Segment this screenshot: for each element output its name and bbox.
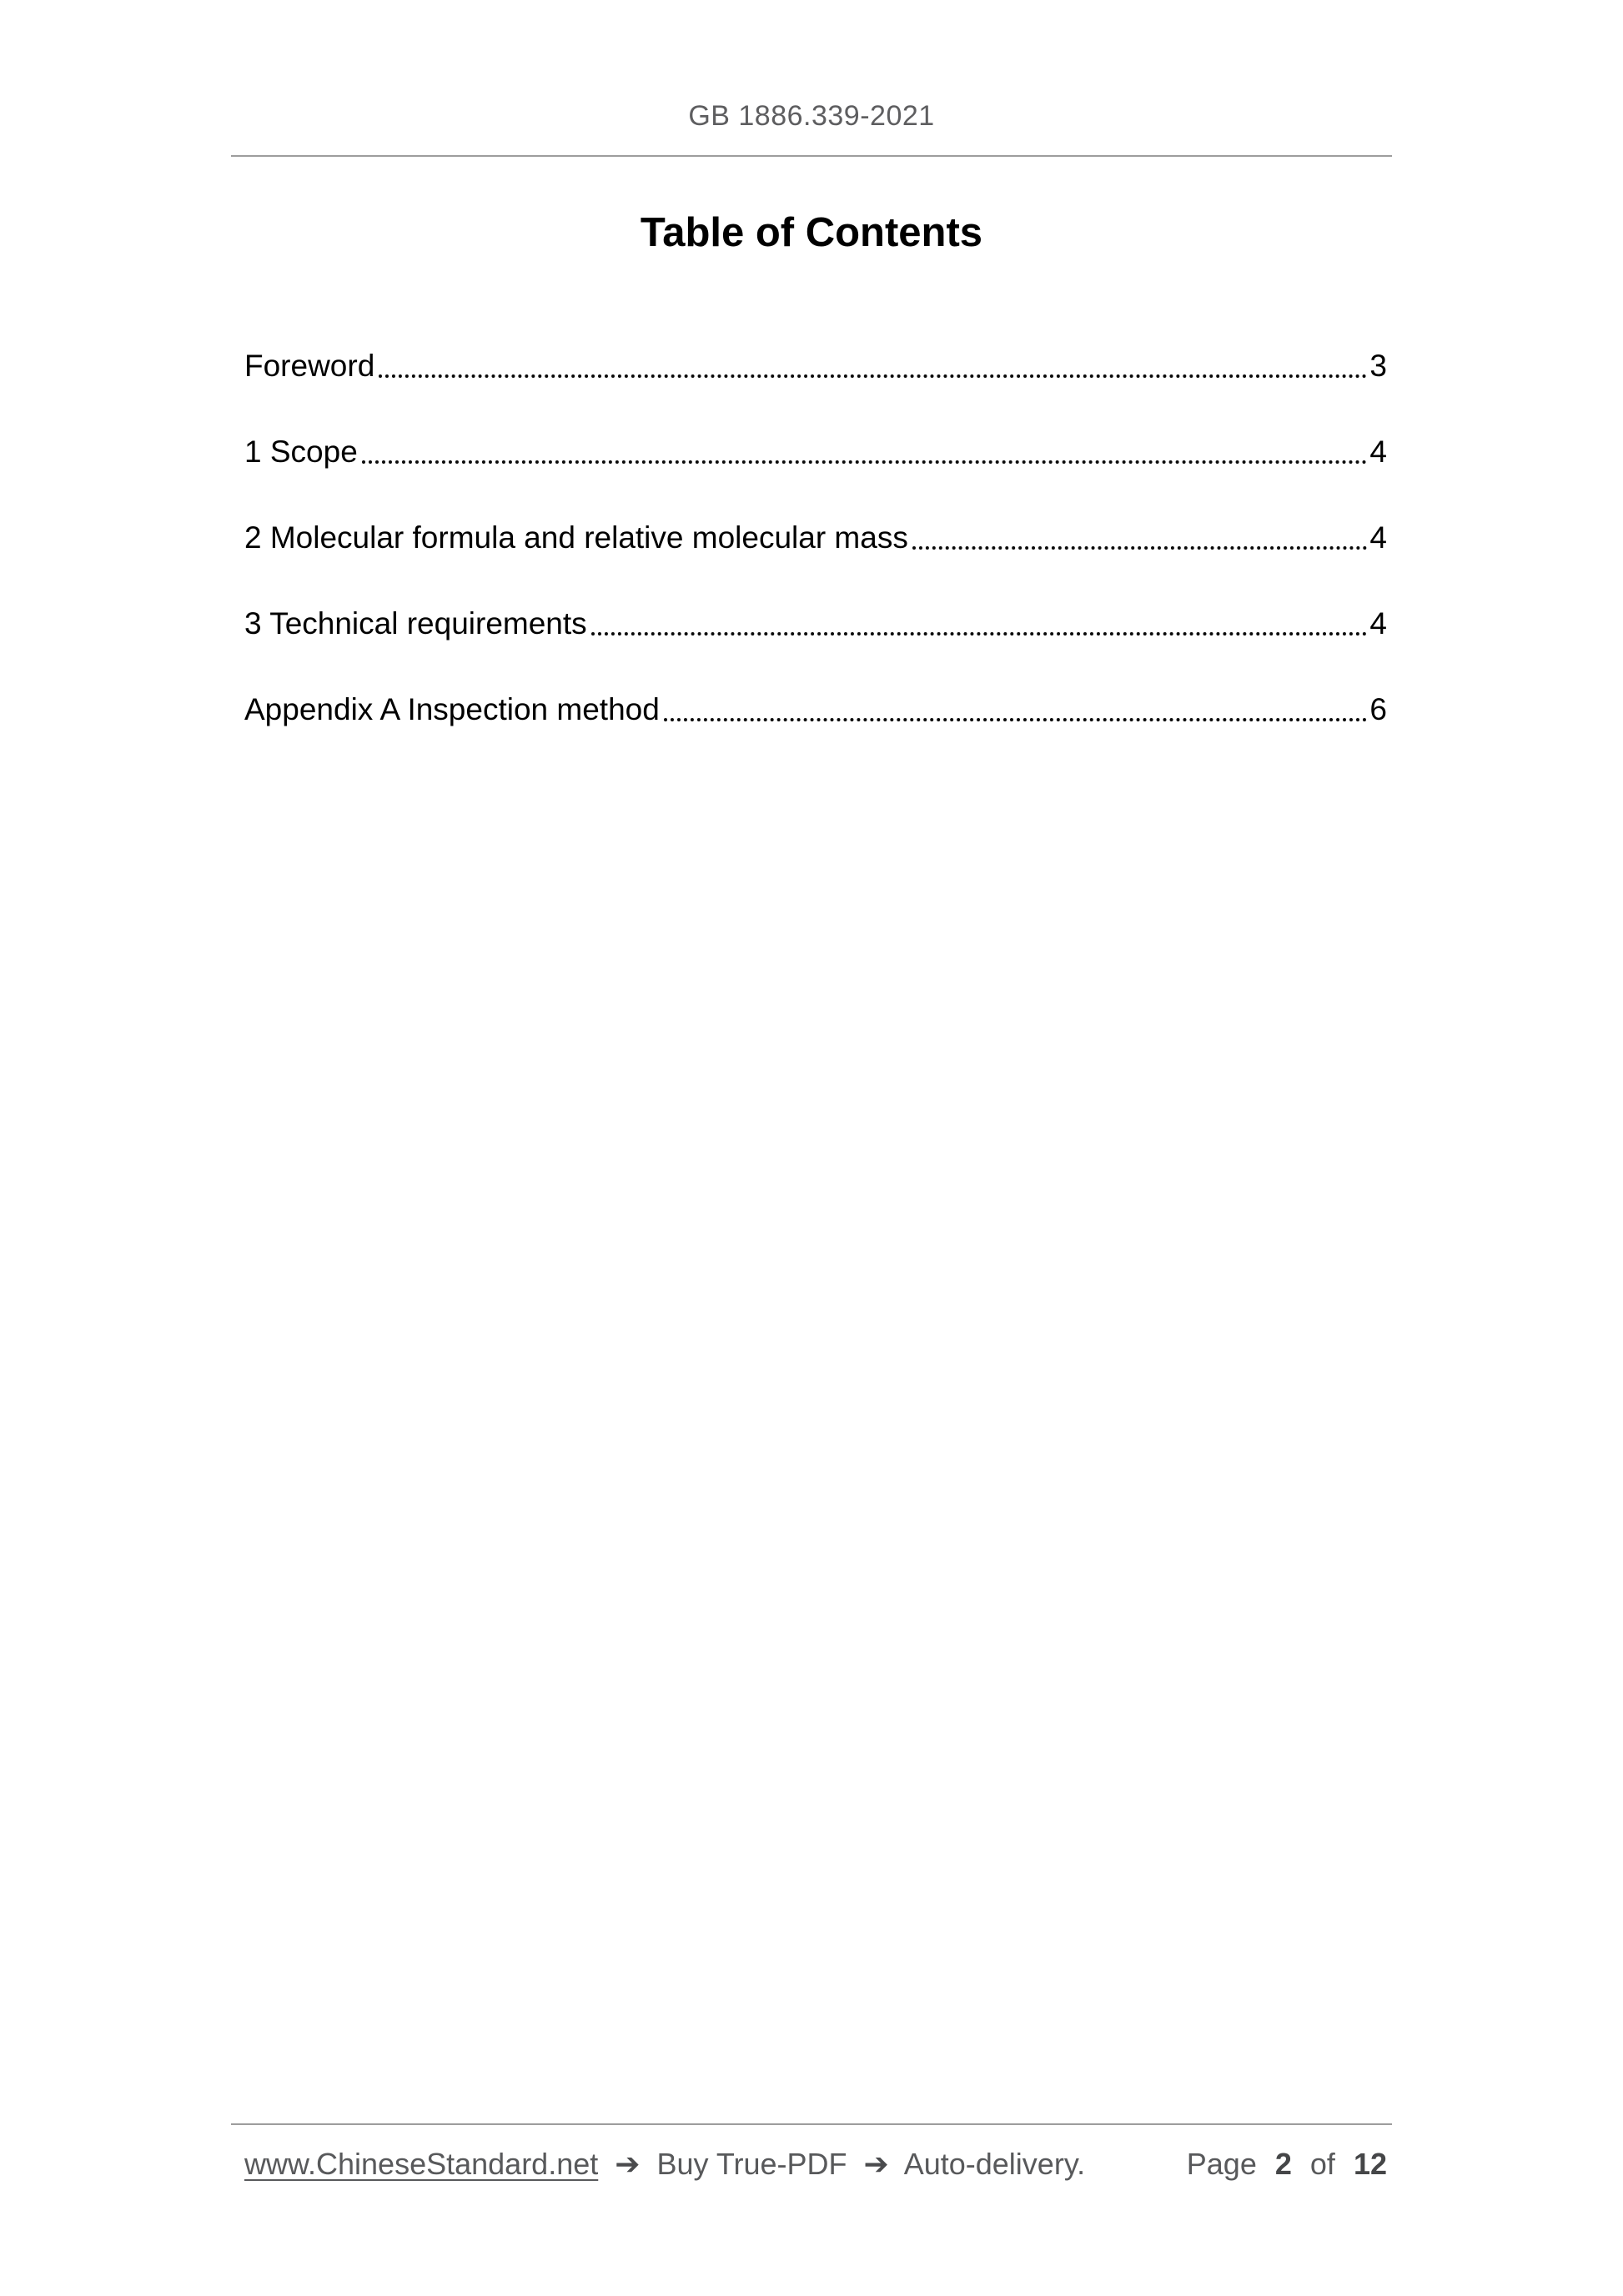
page-indicator-label: Page [1186,2147,1257,2181]
toc-entry-scope [244,432,1387,471]
arrow-right-icon: ➔ [615,2147,641,2181]
toc-entry-page: 6 [1369,692,1387,726]
toc-entry-page: 4 [1369,606,1387,641]
toc-leader-dots [664,718,1368,721]
toc-entry-page: 4 [1369,435,1387,469]
header-divider [231,155,1392,157]
toc-entry-technical-requirements [244,604,1387,643]
toc-title: Table of Contents [640,210,983,255]
footer-divider [231,2123,1392,2125]
page-indicator-of: of [1309,2147,1335,2181]
toc-leader-dots [912,546,1368,550]
page-indicator [1187,2145,1387,2183]
page-indicator-current: 2 [1274,2147,1292,2181]
footer-buy-text: Buy True-PDF [656,2147,847,2181]
toc-leader-dots [379,374,1367,378]
toc-entry-page: 3 [1369,349,1387,383]
toc-leader-dots [362,460,1368,464]
toc-entry-molecular-formula [244,518,1387,557]
arrow-right-icon: ➔ [863,2147,889,2181]
page-indicator-total: 12 [1353,2147,1387,2181]
page-footer [244,2145,1387,2183]
footer-delivery-text: Auto-delivery. [903,2147,1086,2181]
footer-website-link[interactable]: www.ChineseStandard.net [244,2147,599,2181]
toc-entry-label: 3 Technical requirements [244,606,587,641]
toc-leader-dots [591,632,1368,636]
toc-entry-label: Foreword [244,349,375,383]
header-standard-number: GB 1886.339-2021 [688,100,935,132]
toc-entry-label: 1 Scope [244,435,358,469]
footer-promo [244,2145,1085,2183]
toc-entry-label: Appendix A Inspection method [244,692,660,726]
toc-entry-appendix-a [244,690,1387,729]
toc-entry-page: 4 [1369,520,1387,555]
table-of-contents [244,346,1387,776]
toc-entry-foreword [244,346,1387,385]
toc-entry-label: 2 Molecular formula and relative molecular mass [244,520,908,555]
